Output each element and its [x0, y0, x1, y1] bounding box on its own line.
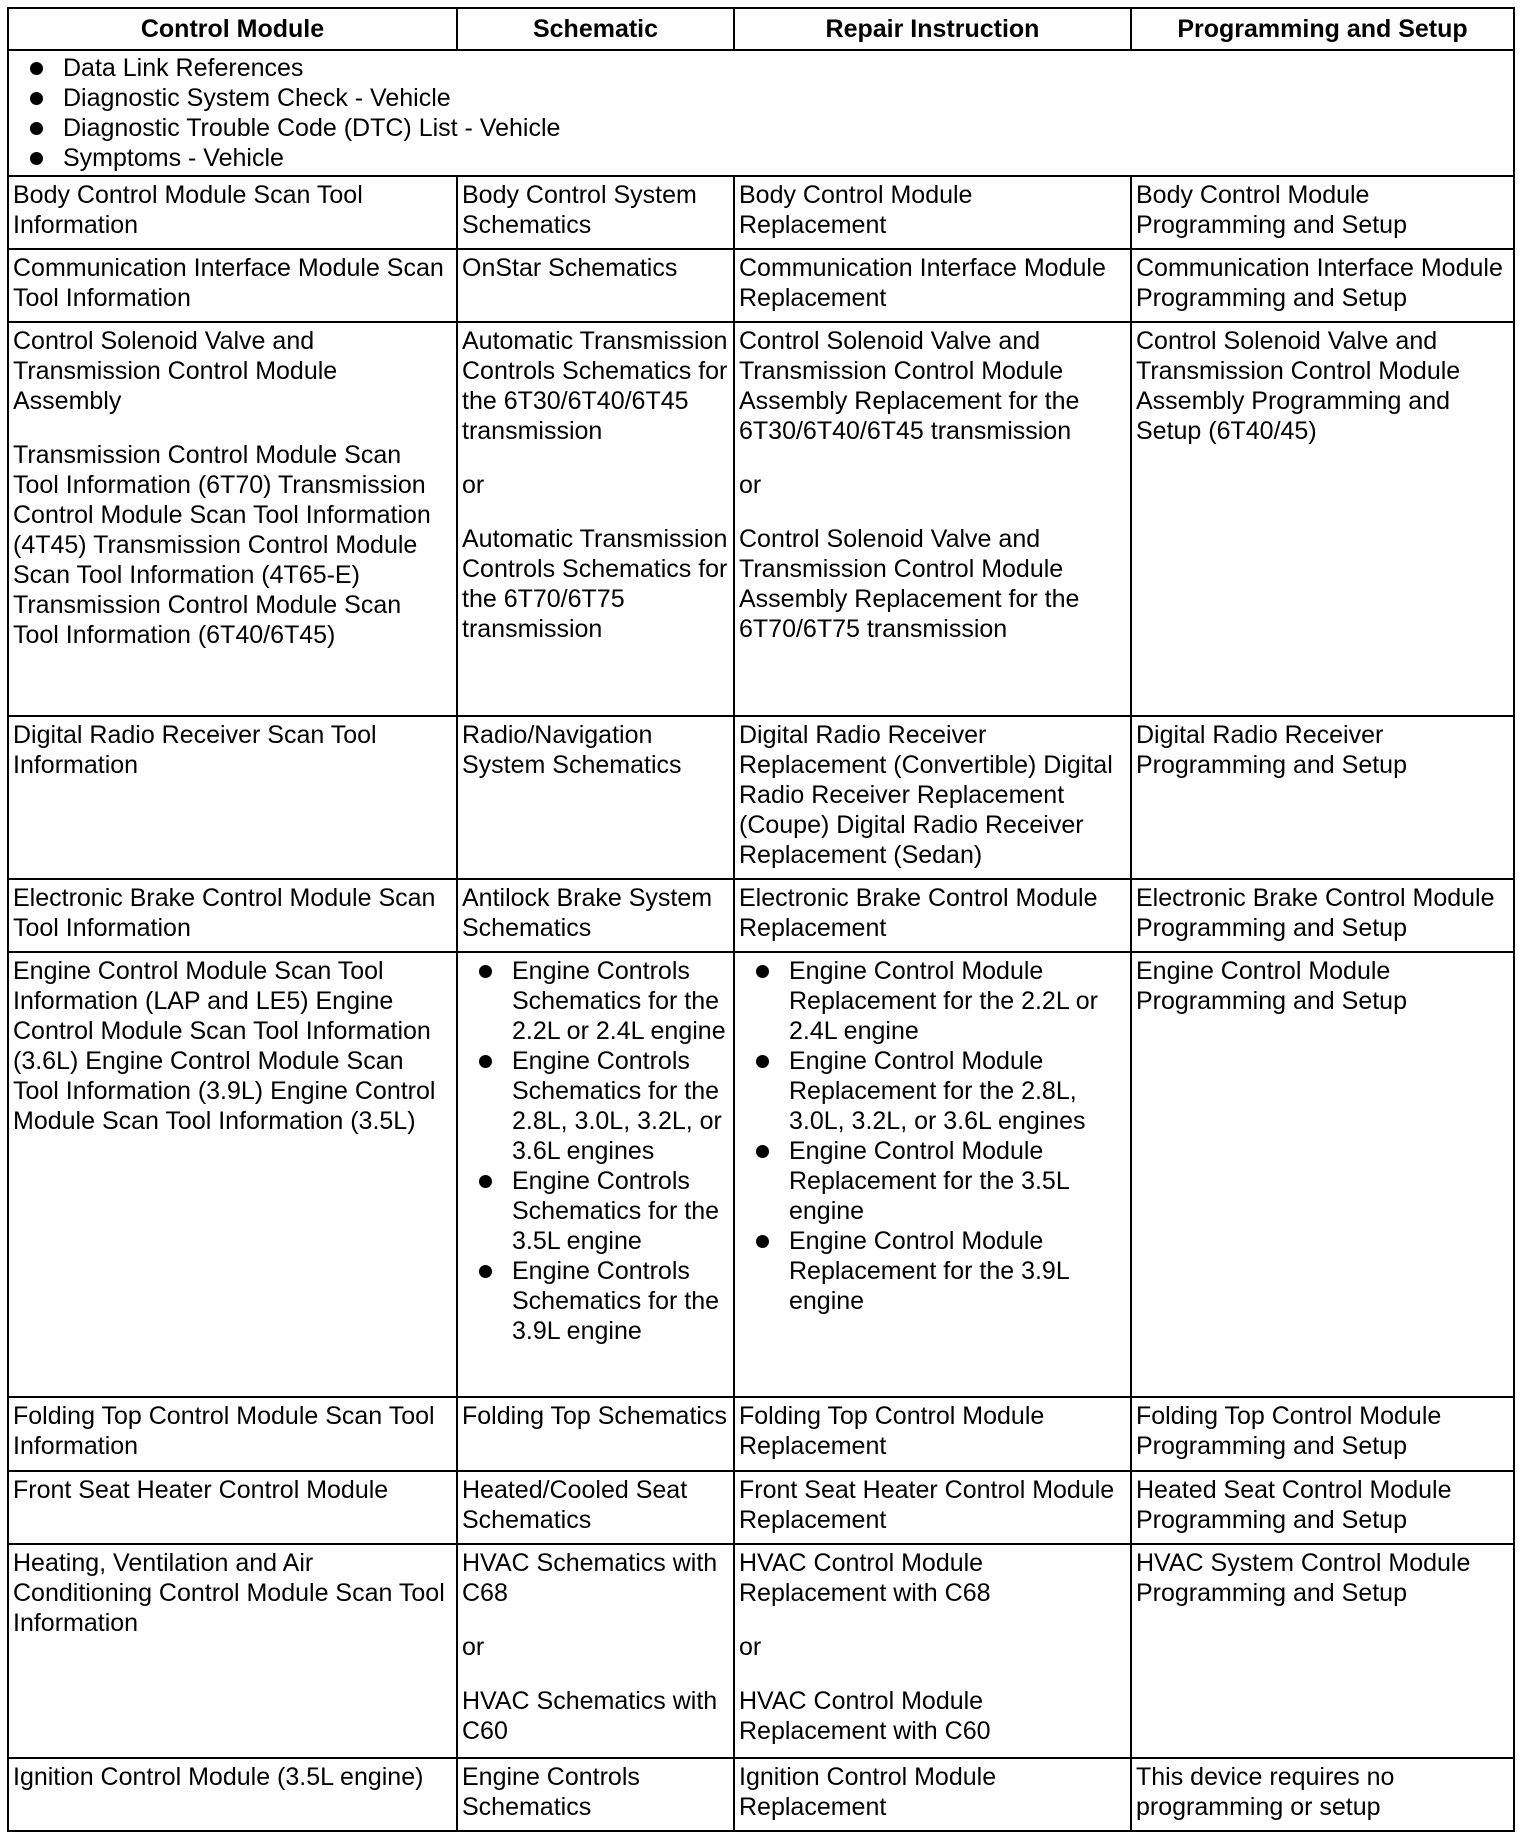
control-module-cell: [8, 322, 457, 715]
schematic-cell[interactable]: Heated/Cooled Seat Schematics: [457, 1471, 734, 1544]
schematic-cell[interactable]: Antilock Brake System Schematics: [457, 879, 734, 952]
repair-cell: [734, 1544, 1131, 1758]
reference-list: [13, 53, 1508, 173]
programming-cell[interactable]: Control Solenoid Valve and Transmission Control Module Assembly Programming and Setup (6T40/45): [1131, 322, 1514, 715]
schematic-link[interactable]: Engine Controls Schematics for the 2.8L, 3.0L, 3.2L, or 3.6L engines: [462, 1046, 728, 1166]
control-module-cell[interactable]: Ignition Control Module (3.5L engine): [8, 1758, 457, 1831]
programming-cell[interactable]: Folding Top Control Module Programming and Setup: [1131, 1397, 1514, 1470]
table-row: [8, 879, 1514, 952]
header-schematic: Schematic: [457, 8, 734, 50]
control-module-cell[interactable]: Front Seat Heater Control Module: [8, 1471, 457, 1544]
control-module-cell[interactable]: Body Control Module Scan Tool Information: [8, 176, 457, 249]
reference-link[interactable]: Data Link References: [13, 53, 1508, 83]
repair-cell[interactable]: Folding Top Control Module Replacement: [734, 1397, 1131, 1470]
control-module-cell[interactable]: Heating, Ventilation and Air Conditioning Control Module Scan Tool Information: [8, 1544, 457, 1758]
schematic-link[interactable]: Engine Controls Schematics for the 3.9L engine: [462, 1256, 728, 1346]
schematic-cell[interactable]: Folding Top Schematics: [457, 1397, 734, 1470]
schematic-cell[interactable]: Radio/Navigation System Schematics: [457, 716, 734, 879]
repair-cell[interactable]: Front Seat Heater Control Module Replacement: [734, 1471, 1131, 1544]
control-module-cell[interactable]: Folding Top Control Module Scan Tool Information: [8, 1397, 457, 1470]
header-control-module: Control Module: [8, 8, 457, 50]
control-module-text[interactable]: Control Solenoid Valve and Transmission Control Module Assembly: [13, 327, 338, 416]
control-module-text[interactable]: Transmission Control Module Scan Tool Information (6T70) Transmission Control Module Scan Tool Information (4T45) Transmission Control Module Scan Tool Information (4T65-E) Transmission Control Module Scan Tool Information (6T40/6T45): [13, 441, 431, 650]
programming-cell[interactable]: Electronic Brake Control Module Programming and Setup: [1131, 879, 1514, 952]
repair-cell: [734, 322, 1131, 715]
control-module-cell[interactable]: Engine Control Module Scan Tool Information (LAP and LE5) Engine Control Module Scan Tool Information (3.6L) Engine Control Module Scan Tool Information (3.9L) Engine Control Module Scan Tool Information (3.5L): [8, 952, 457, 1398]
repair-text[interactable]: HVAC Control Module Replacement with C68: [739, 1548, 991, 1607]
repair-text[interactable]: Control Solenoid Valve and Transmission Control Module Assembly Replacement for the 6T30/6T40/6T45 transmission: [739, 327, 1080, 446]
table-row: [8, 1544, 1514, 1758]
programming-cell[interactable]: Engine Control Module Programming and Setup: [1131, 952, 1514, 1398]
schematic-cell: [457, 952, 734, 1398]
table-row: [8, 249, 1514, 322]
header-row: [8, 8, 1514, 50]
table-row: [8, 1758, 1514, 1831]
programming-cell[interactable]: This device requires no programming or setup: [1131, 1758, 1514, 1831]
or-separator: or: [739, 471, 762, 500]
control-module-cell[interactable]: Digital Radio Receiver Scan Tool Information: [8, 716, 457, 879]
repair-cell[interactable]: Body Control Module Replacement: [734, 176, 1131, 249]
programming-cell[interactable]: Digital Radio Receiver Programming and Setup: [1131, 716, 1514, 879]
reference-row: [8, 50, 1514, 176]
schematic-text[interactable]: Automatic Transmission Controls Schematics for the 6T70/6T75 transmission: [462, 525, 728, 644]
table-row: [8, 716, 1514, 879]
schematic-text[interactable]: HVAC Schematics with C68: [462, 1548, 718, 1607]
table-row: [8, 952, 1514, 1398]
repair-link[interactable]: Engine Control Module Replacement for the 2.8L, 3.0L, 3.2L, or 3.6L engines: [739, 1046, 1125, 1136]
repair-cell[interactable]: Digital Radio Receiver Replacement (Convertible) Digital Radio Receiver Replacement (Coupe) Digital Radio Receiver Replacement (Sedan): [734, 716, 1131, 879]
module-reference-table: [7, 7, 1515, 1832]
table-row: [8, 322, 1514, 715]
reference-link[interactable]: Diagnostic System Check - Vehicle: [13, 83, 1508, 113]
schematic-text[interactable]: Automatic Transmission Controls Schematics for the 6T30/6T40/6T45 transmission: [462, 327, 728, 446]
schematic-link[interactable]: Engine Controls Schematics for the 2.2L or 2.4L engine: [462, 956, 728, 1046]
repair-cell: [734, 952, 1131, 1398]
repair-text[interactable]: Control Solenoid Valve and Transmission Control Module Assembly Replacement for the 6T70/6T75 transmission: [739, 525, 1080, 644]
repair-cell[interactable]: Ignition Control Module Replacement: [734, 1758, 1131, 1831]
table-row: [8, 1471, 1514, 1544]
or-separator: or: [739, 1632, 762, 1661]
schematic-text[interactable]: HVAC Schematics with C60: [462, 1686, 718, 1745]
or-separator: or: [462, 1632, 485, 1661]
control-module-cell[interactable]: Electronic Brake Control Module Scan Tool Information: [8, 879, 457, 952]
control-module-cell[interactable]: Communication Interface Module Scan Tool Information: [8, 249, 457, 322]
schematic-cell[interactable]: Body Control System Schematics: [457, 176, 734, 249]
header-programming-setup: Programming and Setup: [1131, 8, 1514, 50]
schematic-link[interactable]: Engine Controls Schematics for the 3.5L engine: [462, 1166, 728, 1256]
programming-cell[interactable]: HVAC System Control Module Programming and Setup: [1131, 1544, 1514, 1758]
repair-list: [739, 956, 1125, 1316]
repair-cell[interactable]: Communication Interface Module Replacement: [734, 249, 1131, 322]
repair-link[interactable]: Engine Control Module Replacement for the 3.9L engine: [739, 1226, 1125, 1316]
schematic-list: [462, 956, 728, 1346]
schematic-cell[interactable]: OnStar Schematics: [457, 249, 734, 322]
schematic-cell: [457, 322, 734, 715]
repair-cell[interactable]: Electronic Brake Control Module Replacement: [734, 879, 1131, 952]
programming-cell[interactable]: Heated Seat Control Module Programming and Setup: [1131, 1471, 1514, 1544]
header-repair-instruction: Repair Instruction: [734, 8, 1131, 50]
repair-link[interactable]: Engine Control Module Replacement for the 2.2L or 2.4L engine: [739, 956, 1125, 1046]
schematic-cell[interactable]: Engine Controls Schematics: [457, 1758, 734, 1831]
reference-link[interactable]: Diagnostic Trouble Code (DTC) List - Vehicle: [13, 113, 1508, 143]
programming-cell[interactable]: Body Control Module Programming and Setup: [1131, 176, 1514, 249]
programming-cell[interactable]: Communication Interface Module Programming and Setup: [1131, 249, 1514, 322]
table-row: [8, 1397, 1514, 1470]
reference-link[interactable]: Symptoms - Vehicle: [13, 143, 1508, 173]
schematic-cell: [457, 1544, 734, 1758]
reference-cell: [8, 50, 1514, 176]
repair-link[interactable]: Engine Control Module Replacement for the 3.5L engine: [739, 1136, 1125, 1226]
table-row: [8, 176, 1514, 249]
or-separator: or: [462, 471, 485, 500]
repair-text[interactable]: HVAC Control Module Replacement with C60: [739, 1686, 991, 1745]
